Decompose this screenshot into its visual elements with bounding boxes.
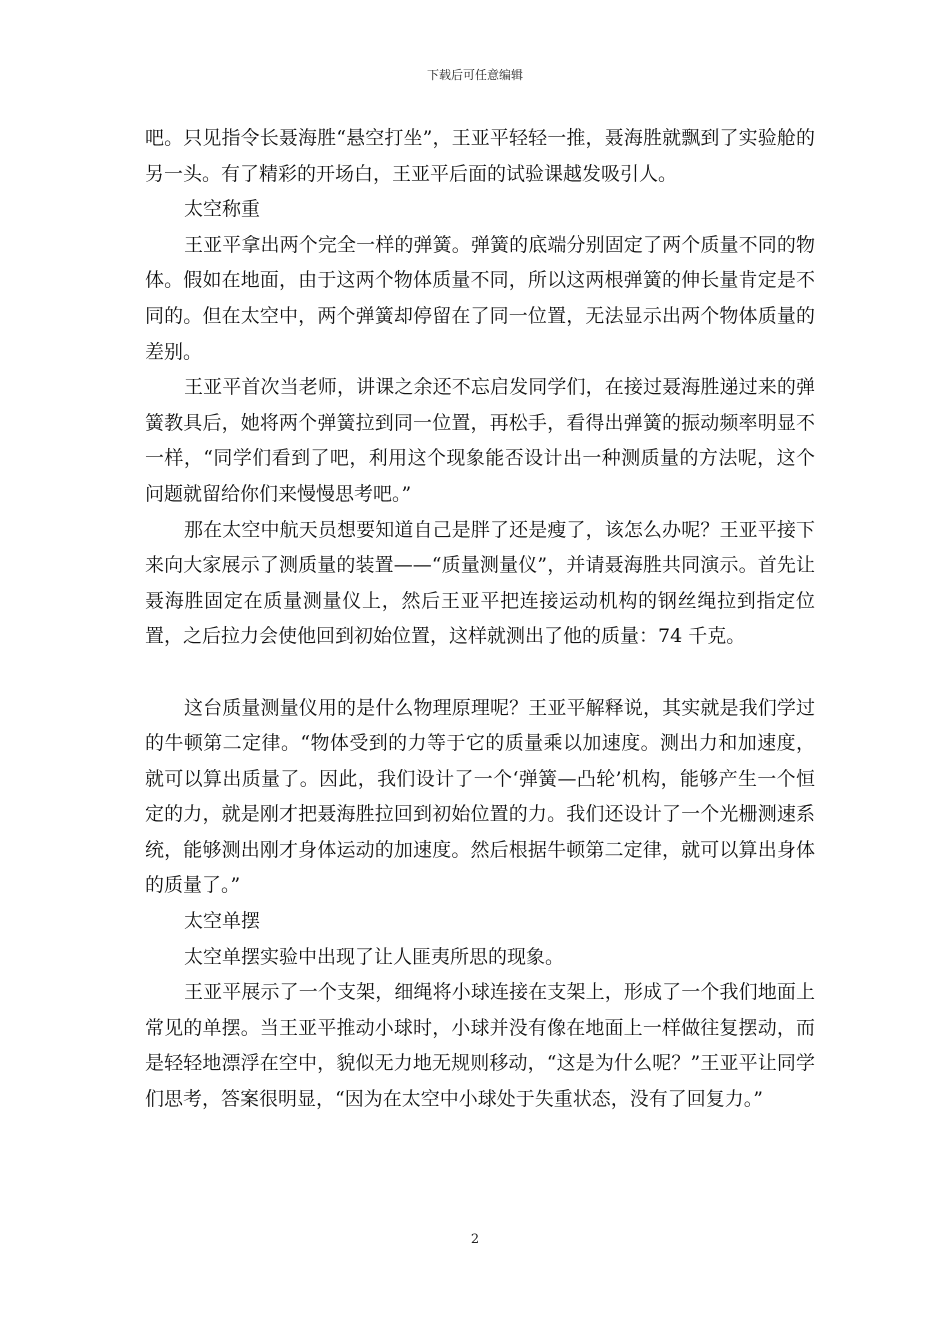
- paragraph-continuation: 吧。只见指令长聂海胜“悬空打坐”，王亚平轻轻一推，聂海胜就飘到了实验舱的另一头。有了精彩的开场白，王亚平后面的试验课越发吸引人。: [145, 127, 815, 185]
- paragraph-newton-law: 这台质量测量仪用的是什么物理原理呢？王亚平解释说，其实就是我们学过的牛顿第二定律。“物体受到的力等于它的质量乘以加速度。测出力和加速度，就可以算出质量了。因此，我们设计了一个‘弹簧—凸轮’机构，能够产生一个恒定的力，就是刚才把聂海胜拉回到初始位置的力。我们还设计了一个光栅测速系统，能够测出刚才身体运动的加速度。然后根据牛顿第二定律，就可以算出身体的质量了。”: [145, 696, 815, 897]
- paragraph-pendulum-detail: 王亚平展示了一个支架，细绳将小球连接在支架上，形成了一个我们地面上常见的单摆。当王亚平推动小球时，小球并没有像在地面上一样做往复摆动，而是轻轻地漂浮在空中，貌似无力地无规则移动，“这是为什么呢？”王亚平让同学们思考，答案很明显，“因为在太空中小球处于失重状态，没有了回复力。”: [145, 981, 815, 1111]
- paragraph-mass-meter: 那在太空中航天员想要知道自己是胖了还是瘦了，该怎么办呢？王亚平接下来向大家展示了测质量的装置——“质量测量仪”，并请聂海胜共同演示。首先让聂海胜固定在质量测量仪上，然后王亚平把连接运动机构的钢丝绳拉到指定位置，之后拉力会使他回到初始位置，这样就测出了他的质量：74 千克。: [145, 518, 815, 648]
- paragraph-springs: 王亚平拿出两个完全一样的弹簧。弹簧的底端分别固定了两个质量不同的物体。假如在地面，由于这两个物体质量不同，所以这两根弹簧的伸长量肯定是不同的。但在太空中，两个弹簧却停留在了同一位置，无法显示出两个物体质量的差别。: [145, 233, 815, 363]
- section-heading-space-pendulum: 太空单摆: [184, 910, 261, 933]
- blank-line: [145, 655, 815, 691]
- section-heading-space-weighing: 太空称重: [184, 198, 261, 221]
- page-number: 2: [470, 1232, 480, 1247]
- page-header: 下载后可任意编辑: [426, 68, 523, 82]
- paragraph-pendulum-intro: 太空单摆实验中出现了让人匪夷所思的现象。: [184, 945, 565, 968]
- paragraph-teacher: 王亚平首次当老师，讲课之余还不忘启发同学们，在接过聂海胜递过来的弹簧教具后，她将两个弹簧拉到同一位置，再松手，看得出弹簧的振动频率明显不一样，“同学们看到了吧，利用这个现象能否设计出一种测质量的方法呢，这个问题就留给你们来慢慢思考吧。”: [145, 376, 815, 505]
- document-body: [145, 121, 815, 1118]
